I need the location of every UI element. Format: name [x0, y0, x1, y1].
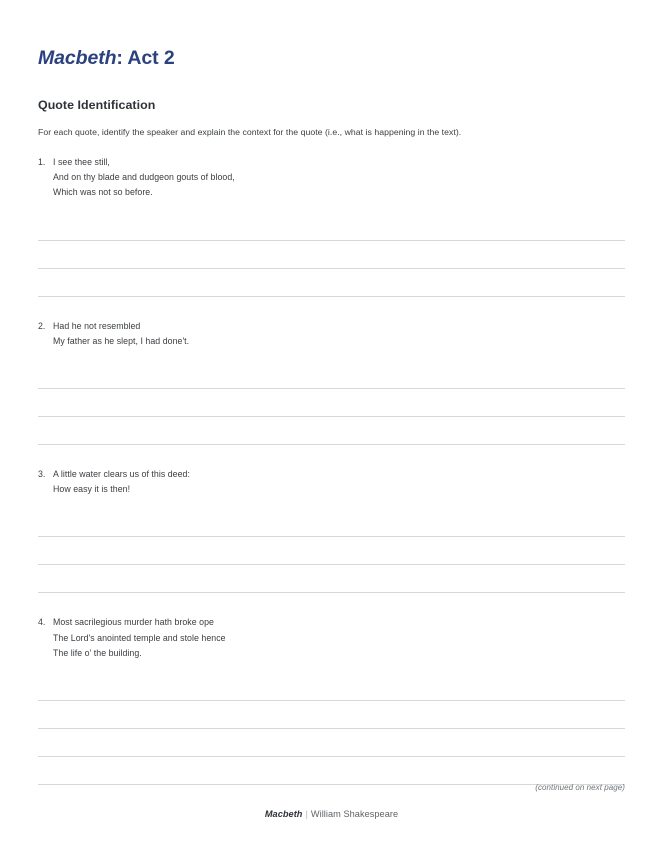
question-number: 2. [38, 320, 46, 331]
answer-write-line[interactable] [38, 537, 625, 565]
page-title [38, 0, 625, 70]
answer-write-line[interactable] [38, 269, 625, 297]
page-title-act: : Act 2 [116, 47, 175, 69]
footer-work-title: Macbeth [264, 809, 303, 819]
continued-note: (continued on next page) [535, 783, 625, 792]
instructions-text: For each quote, identify the speaker and explain the context for the quote (i.e., what is happening in the text). [38, 127, 462, 137]
question-block [38, 297, 625, 445]
question-block [38, 445, 625, 593]
answer-write-line[interactable] [38, 389, 625, 417]
questions-list [38, 138, 625, 785]
question-number: 1. [38, 157, 46, 167]
quote-line: I see thee still, [53, 157, 110, 167]
question-block [38, 593, 625, 785]
footer-author: William Shakespeare [310, 809, 399, 819]
page-content [38, 0, 625, 785]
answer-area[interactable] [38, 661, 625, 785]
quote-line: How easy it is then! [53, 484, 131, 495]
question-number: 3. [38, 469, 46, 480]
quote-line: The life o' the building. [53, 647, 142, 658]
answer-write-line[interactable] [38, 565, 625, 593]
quote-line: The Lord's anointed temple and stole hence [53, 632, 226, 643]
page-title-work: Macbeth [38, 47, 117, 69]
page-footer [0, 807, 663, 821]
answer-area[interactable] [38, 201, 625, 297]
answer-write-line[interactable] [38, 417, 625, 445]
question-block [38, 155, 625, 297]
answer-write-line[interactable] [38, 757, 625, 785]
quote-line: A little water clears us of this deed: [53, 469, 190, 480]
quote-line: Which was not so before. [53, 187, 153, 198]
answer-write-line[interactable] [38, 673, 625, 701]
quote-line: And on thy blade and dudgeon gouts of blood, [53, 172, 235, 183]
quote-text [53, 155, 625, 201]
quote-row [38, 155, 625, 201]
quote-text [53, 615, 625, 661]
quote-line: My father as he slept, I had done't. [53, 335, 190, 346]
footer-separator: | [305, 809, 308, 819]
answer-area[interactable] [38, 497, 625, 593]
quote-row [38, 319, 625, 349]
answer-area[interactable] [38, 349, 625, 445]
quote-line: Most sacrilegious murder hath broke ope [53, 617, 214, 628]
answer-write-line[interactable] [38, 509, 625, 537]
quote-line: Had he not resembled [53, 320, 141, 331]
answer-write-line[interactable] [38, 729, 625, 757]
quote-text [53, 467, 625, 497]
quote-row [38, 615, 625, 661]
section-heading: Quote Identification [38, 98, 156, 112]
quote-text [53, 319, 625, 349]
question-number: 4. [38, 617, 46, 628]
answer-write-line[interactable] [38, 361, 625, 389]
quote-row [38, 467, 625, 497]
answer-write-line[interactable] [38, 241, 625, 269]
answer-write-line[interactable] [38, 213, 625, 241]
answer-write-line[interactable] [38, 701, 625, 729]
